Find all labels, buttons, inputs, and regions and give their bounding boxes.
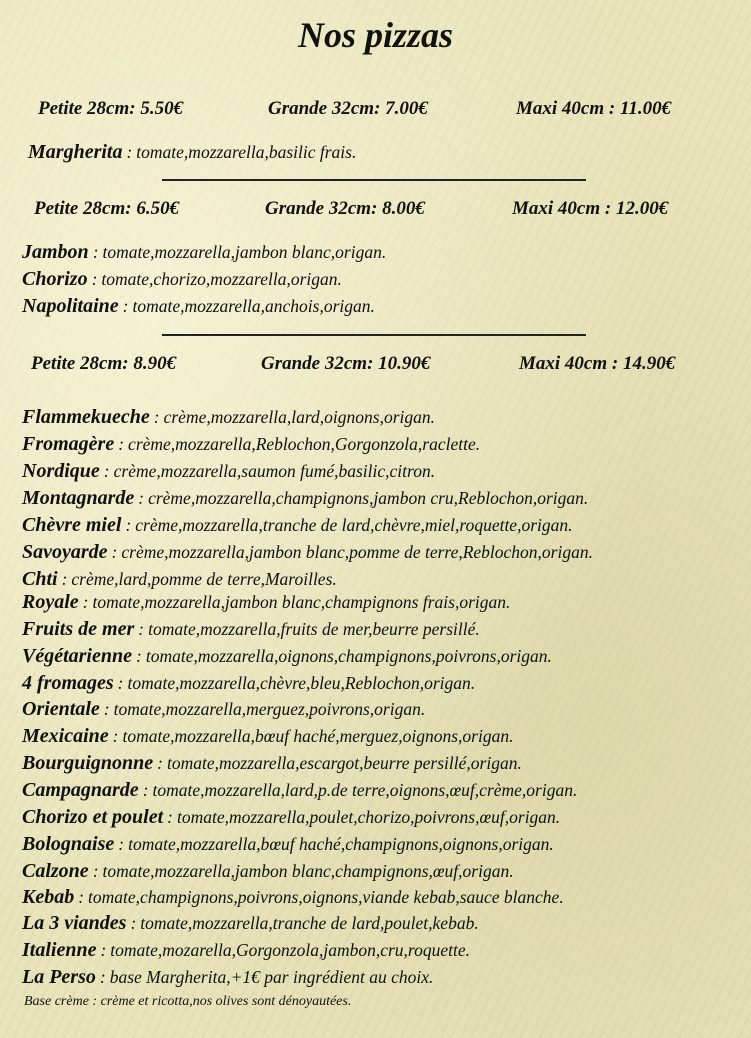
separator: : xyxy=(111,542,118,562)
pizza-ingredients: tomate,mozzarella,anchois,origan. xyxy=(132,296,375,316)
separator: : xyxy=(103,461,110,481)
footnote: Base crème : crème et ricotta,nos olives sont dénoyautées. xyxy=(24,994,352,1009)
pizza-name: Chorizo xyxy=(22,268,88,290)
pizza-name: Orientale xyxy=(22,698,100,720)
pizza-ingredients: tomate,mozzarella,escargot,beurre persillé,origan. xyxy=(167,753,522,773)
price-row xyxy=(0,98,751,122)
separator: : xyxy=(103,699,110,719)
menu-item xyxy=(22,911,479,935)
pizza-name: 4 fromages xyxy=(22,672,114,694)
pizza-ingredients: base Margherita,+1€ par ingrédient au choix. xyxy=(109,967,434,987)
pizza-ingredients: tomate,mozzarella,jambon blanc,champignons,œuf,origan. xyxy=(102,861,514,881)
pizza-name: Kebab xyxy=(22,886,75,908)
pizza-name: Montagnarde xyxy=(22,487,135,509)
pizza-name: Chti xyxy=(22,568,58,590)
separator: : xyxy=(118,434,125,454)
separator: : xyxy=(118,834,125,854)
pizza-name: Fromagère xyxy=(22,433,115,455)
separator: : xyxy=(92,242,99,262)
pizza-ingredients: crème,mozzarella,tranche de lard,chèvre,miel,roquette,origan. xyxy=(135,515,573,535)
pizza-ingredients: tomate,mozzarella,tranche de lard,poulet,kebab. xyxy=(140,913,479,933)
pizza-ingredients: tomate,mozzarella,bœuf haché,champignons,oignons,origan. xyxy=(128,834,554,854)
pizza-ingredients: tomate,mozzarella,lard,p.de terre,oignons,œuf,crème,origan. xyxy=(152,780,578,800)
pizza-name: La Perso xyxy=(22,966,96,988)
price-maxi: Maxi 40cm : 14.90€ xyxy=(519,353,676,374)
separator: : xyxy=(91,269,98,289)
menu-item xyxy=(22,540,593,564)
menu-item xyxy=(22,885,564,909)
menu-item xyxy=(22,432,480,456)
menu-item xyxy=(22,832,554,856)
pizza-name: Nordique xyxy=(22,460,100,482)
pizza-name: Campagnarde xyxy=(22,779,139,801)
menu-item xyxy=(22,859,514,883)
price-maxi: Maxi 40cm : 12.00€ xyxy=(512,198,669,219)
pizza-name: Margherita xyxy=(28,141,123,163)
separator: : xyxy=(112,726,119,746)
price-row xyxy=(0,198,751,222)
separator: : xyxy=(78,887,85,907)
separator: : xyxy=(125,515,132,535)
separator: : xyxy=(142,780,149,800)
pizza-name: Mexicaine xyxy=(22,725,109,747)
menu-item xyxy=(22,697,425,721)
separator: : xyxy=(99,967,106,987)
menu-item xyxy=(22,294,375,318)
menu-item xyxy=(22,486,588,510)
pizza-ingredients: tomate,mozzarella,merguez,poivrons,origan. xyxy=(113,699,426,719)
pizza-ingredients: tomate,mozzarella,oignons,champignons,poivrons,origan. xyxy=(145,646,552,666)
menu-item xyxy=(22,671,475,695)
menu-item xyxy=(22,938,470,962)
pizza-ingredients: tomate,mozzarella,jambon blanc,origan. xyxy=(102,242,387,262)
pizza-ingredients: crème,mozzarella,Reblochon,Gorgonzola,raclette. xyxy=(128,434,481,454)
price-maxi: Maxi 40cm : 11.00€ xyxy=(516,98,672,119)
separator: : xyxy=(126,142,133,162)
pizza-name: Napolitaine xyxy=(22,295,119,317)
separator: : xyxy=(122,296,129,316)
price-small: Petite 28cm: 6.50€ xyxy=(34,198,180,219)
menu-item xyxy=(22,513,573,537)
pizza-ingredients: crème,mozzarella,jambon blanc,pomme de terre,Reblochon,origan. xyxy=(121,542,593,562)
pizza-ingredients: tomate,mozzarella,fruits de mer,beurre persillé. xyxy=(148,619,480,639)
pizza-ingredients: tomate,chorizo,mozzarella,origan. xyxy=(101,269,342,289)
separator: : xyxy=(61,569,68,589)
pizza-ingredients: tomate,mozzarella,jambon blanc,champignons frais,origan. xyxy=(92,592,511,612)
pizza-ingredients: tomate,mozzarella,basilic frais. xyxy=(136,142,357,162)
menu-item xyxy=(22,965,433,989)
price-small: Petite 28cm: 5.50€ xyxy=(38,98,184,119)
divider xyxy=(162,179,586,181)
separator: : xyxy=(92,861,99,881)
pizza-ingredients: crème,mozzarella,champignons,jambon cru,Reblochon,origan. xyxy=(148,488,589,508)
menu-item xyxy=(22,805,560,829)
pizza-ingredients: tomate,mozzarella,bœuf haché,merguez,oignons,origan. xyxy=(122,726,514,746)
menu-item xyxy=(22,267,342,291)
separator: : xyxy=(117,673,124,693)
pizza-name: Calzone xyxy=(22,860,89,882)
separator: : xyxy=(130,913,137,933)
pizza-ingredients: crème,mozzarella,lard,oignons,origan. xyxy=(163,407,435,427)
menu-item xyxy=(22,751,522,775)
pizza-ingredients: crème,mozzarella,saumon fumé,basilic,citron. xyxy=(113,461,436,481)
pizza-ingredients: tomate,mozarella,Gorgonzola,jambon,cru,roquette. xyxy=(110,940,470,960)
pizza-name: Flammekueche xyxy=(22,406,150,428)
pizza-ingredients: crème,lard,pomme de terre,Maroilles. xyxy=(71,569,337,589)
separator: : xyxy=(82,592,89,612)
pizza-name: Royale xyxy=(22,591,79,613)
pizza-name: Italienne xyxy=(22,939,97,961)
pizza-name: Jambon xyxy=(22,241,89,263)
price-large: Grande 32cm: 8.00€ xyxy=(265,198,425,219)
pizza-name: La 3 viandes xyxy=(22,912,127,934)
menu-item xyxy=(22,240,386,264)
pizza-name: Bourguignonne xyxy=(22,752,154,774)
page-title: Nos pizzas xyxy=(297,15,454,55)
menu-item xyxy=(22,644,552,668)
price-row xyxy=(0,353,751,377)
separator: : xyxy=(153,407,160,427)
menu-item xyxy=(22,459,435,483)
pizza-name: Fruits de mer xyxy=(22,618,135,640)
pizza-name: Végétarienne xyxy=(22,645,132,667)
divider xyxy=(162,334,586,336)
separator: : xyxy=(167,807,173,827)
price-small: Petite 28cm: 8.90€ xyxy=(31,353,177,374)
menu-item xyxy=(22,405,435,429)
menu-item xyxy=(22,617,480,641)
pizza-ingredients: tomate,mozzarella,chèvre,bleu,Reblochon,origan. xyxy=(127,673,476,693)
separator: : xyxy=(138,619,145,639)
pizza-name: Savoyarde xyxy=(22,541,108,563)
price-large: Grande 32cm: 7.00€ xyxy=(268,98,428,119)
menu-item xyxy=(22,567,337,591)
menu-item xyxy=(22,724,513,748)
menu-item xyxy=(22,590,510,614)
menu-item xyxy=(22,778,577,802)
price-large: Grande 32cm: 10.90€ xyxy=(261,353,431,374)
separator: : xyxy=(138,488,145,508)
menu-item xyxy=(28,140,356,164)
separator: : xyxy=(136,646,142,666)
pizza-name: Chorizo et poulet xyxy=(22,806,164,828)
separator: : xyxy=(157,753,163,773)
pizza-name: Bolognaise xyxy=(22,833,115,855)
pizza-name: Chèvre miel xyxy=(22,514,122,536)
separator: : xyxy=(100,940,107,960)
pizza-ingredients: tomate,champignons,poivrons,oignons,viande kebab,sauce blanche. xyxy=(88,887,564,907)
pizza-ingredients: tomate,mozzarella,poulet,chorizo,poivrons,œuf,origan. xyxy=(176,807,561,827)
